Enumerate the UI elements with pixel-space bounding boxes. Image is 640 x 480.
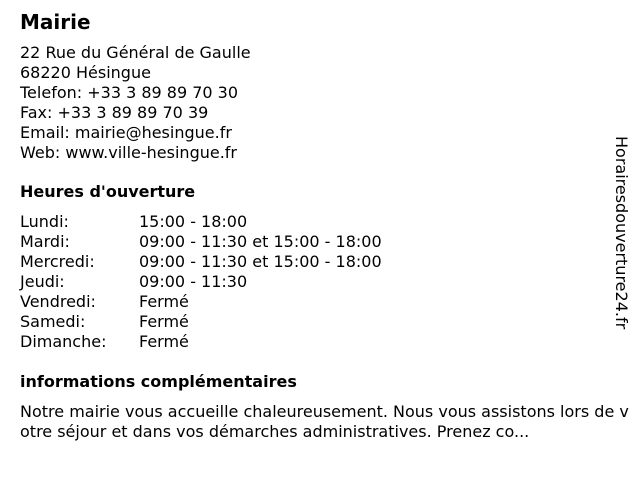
day-label: Dimanche: (20, 332, 107, 351)
day-label: Jeudi: (20, 272, 65, 291)
opening-time: 15:00 - 18:00 (139, 212, 248, 231)
opening-time: Fermé (139, 312, 189, 331)
site-watermark: Horairesdouverture24.fr (612, 136, 631, 330)
day-label: Samedi: (20, 312, 86, 331)
hours-row (20, 272, 382, 292)
opening-time: Fermé (139, 332, 189, 351)
website-address: Web: www.ville-hesingue.fr (20, 143, 237, 162)
day-label: Lundi: (20, 212, 69, 231)
opening-time: 09:00 - 11:30 et 15:00 - 18:00 (139, 232, 382, 251)
city-postcode: 68220 Hésingue (20, 63, 151, 82)
fax-number: Fax: +33 3 89 89 70 39 (20, 103, 209, 122)
email-address: Email: mairie@hesingue.fr (20, 123, 232, 142)
opening-time: 09:00 - 11:30 et 15:00 - 18:00 (139, 252, 382, 271)
page-title: Mairie (20, 10, 91, 34)
day-label: Vendredi: (20, 292, 96, 311)
address-block (20, 43, 620, 163)
day-label: Mardi: (20, 232, 70, 251)
opening-time: 09:00 - 11:30 (139, 272, 248, 291)
hours-row (20, 332, 382, 352)
opening-hours-table (20, 212, 382, 352)
hours-row (20, 232, 382, 252)
hours-row (20, 252, 382, 272)
additional-info-heading: informations complémentaires (20, 372, 297, 391)
opening-time: Fermé (139, 292, 189, 311)
street-address: 22 Rue du Général de Gaulle (20, 43, 251, 62)
hours-row (20, 292, 382, 312)
phone-number: Telefon: +33 3 89 89 70 30 (20, 83, 239, 102)
day-label: Mercredi: (20, 252, 95, 271)
hours-row (20, 312, 382, 332)
opening-hours-heading: Heures d'ouverture (20, 182, 196, 201)
additional-info-text: Notre mairie vous accueille chaleureusement. Nous vous assistons lors de votre séjour et dans vos démarches administratives. Prenez co... (20, 402, 629, 441)
hours-row (20, 212, 382, 232)
